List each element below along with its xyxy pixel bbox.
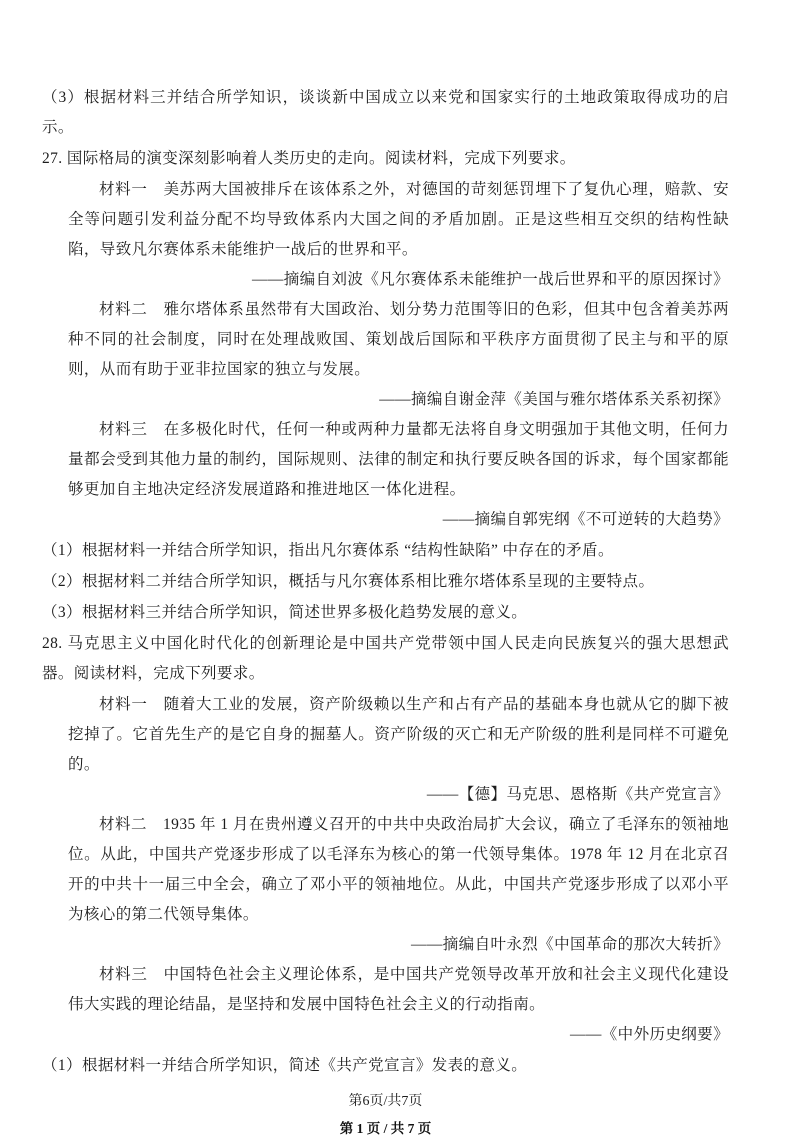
source-attribution: ——摘编自刘波《凡尔赛体系未能维护一战后世界和平的原因探讨》 — [251, 271, 729, 288]
question-text: 27. 国际格局的演变深刻影响着人类历史的走向。阅读材料，完成下列要求。 — [42, 150, 576, 167]
question-text: （3）根据材料三并结合所学知识，谈谈新中国成立以来党和国家实行的土地政策取得成功的启示。 — [42, 89, 729, 136]
source-attribution: ——摘编自谢金萍《美国与雅尔塔体系关系初探》 — [379, 391, 729, 408]
document-body — [42, 83, 729, 1081]
question-text: （1）根据材料一并结合所学知识，指出凡尔赛体系 “结构性缺陷” 中存在的矛盾。 — [42, 542, 614, 559]
question-text: （3）根据材料三并结合所学知识，简述世界多极化趋势发展的意义。 — [42, 604, 528, 621]
material-paragraph: 材料二 雅尔塔体系虽然带有大国政治、划分势力范围等旧的色彩，但其中包含着美苏两种不同的社会制度，同时在处理战败国、策划战后国际和平秩序方面贯彻了民主与和平的原则，从而有助于亚非拉国家的独立与发展。 — [68, 301, 729, 378]
material-paragraph: 材料一 随着大工业的发展，资产阶级赖以生产和占有产品的基础本身也就从它的脚下被挖掉了。它首先生产的是它自身的掘墓人。资产阶级的灭亡和无产阶级的胜利是同样不可避免的。 — [68, 696, 729, 773]
material-paragraph: 材料三 在多极化时代，任何一种或两种力量都无法将自身文明强加于其他文明，任何力量都会受到其他力量的制约，国际规则、法律的制定和执行要反映各国的诉求，每个国家都能够更加自主地决定经济发展道路和推进地区一体化进程。 — [68, 421, 729, 498]
question-text: （2）根据材料二并结合所学知识，概括与凡尔赛体系相比雅尔塔体系呈现的主要特点。 — [42, 573, 655, 590]
page-number-footer: 第6页/共7页 — [348, 1094, 423, 1109]
source-attribution: ——摘编自叶永烈《中国革命的那次大转折》 — [410, 936, 729, 953]
document-page-indicator: 第 1 页 / 共 7 页 — [339, 1121, 432, 1136]
source-attribution: ——摘编自郭宪纲《不可逆转的大趋势》 — [442, 511, 729, 528]
source-attribution: ——《中外历史纲要》 — [569, 1026, 729, 1043]
question-text: （1）根据材料一并结合所学知识，简述《共产党宣言》发表的意义。 — [42, 1057, 528, 1074]
source-attribution: ——【德】马克思、恩格斯《共产党宣言》 — [426, 786, 729, 803]
material-paragraph: 材料二 1935 年 1 月在贵州遵义召开的中共中央政治局扩大会议，确立了毛泽东的领袖地位。从此，中国共产党逐步形成了以毛泽东为核心的第一代领导集体。1978 年 12 月在北京召开的中共十一届三中全会，确立了邓小平的领袖地位。从此，中国共产党逐步形成了以邓小平为核心的第二代领导集体。 — [68, 816, 729, 923]
material-paragraph: 材料三 中国特色社会主义理论体系，是中国共产党领导改革开放和社会主义现代化建设伟大实践的理论结晶，是坚持和发展中国特色社会主义的行动指南。 — [68, 966, 729, 1013]
question-text: 28. 马克思主义中国化时代化的创新理论是中国共产党带领中国人民走向民族复兴的强大思想武器。阅读材料，完成下列要求。 — [42, 635, 729, 682]
material-paragraph: 材料一 美苏两大国被排斥在该体系之外，对德国的苛刻惩罚埋下了复仇心理，赔款、安全等问题引发利益分配不均导致体系内大国之间的矛盾加剧。正是这些相互交织的结构性缺陷，导致凡尔赛体系未能维护一战后的世界和平。 — [68, 181, 729, 258]
